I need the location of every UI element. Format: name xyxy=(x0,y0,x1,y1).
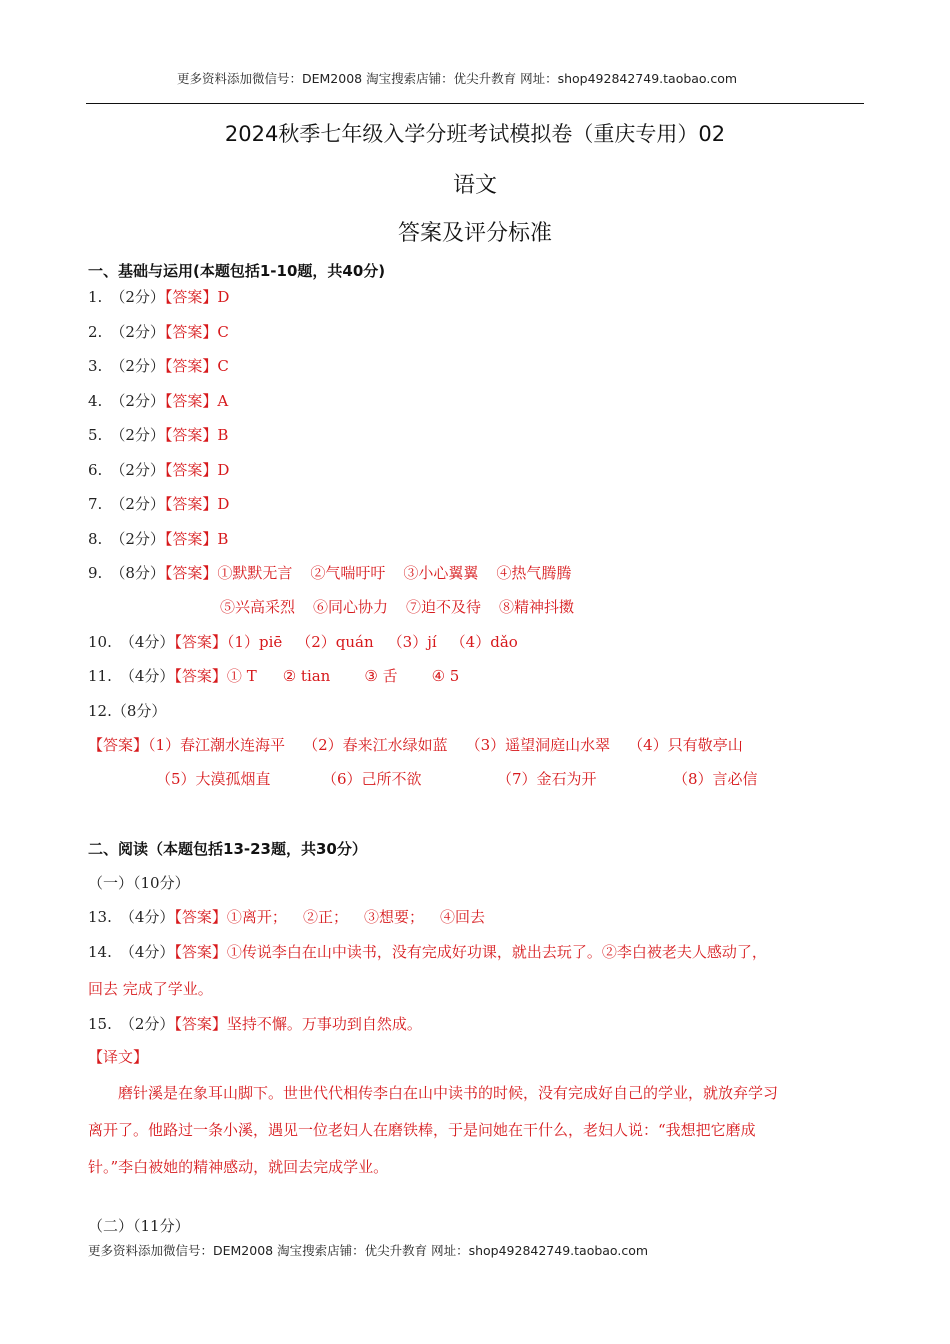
question-number: 12. xyxy=(88,702,112,720)
answer-part: ② tian xyxy=(282,667,331,685)
answer-value: B xyxy=(217,426,229,444)
translation-line: 磨针溪是在象耳山脚下。世世代代相传李白在山中读书的时候，没有完成好自己的学业，就放弃学习 xyxy=(118,1084,779,1102)
question-13 xyxy=(88,906,485,927)
answer-value: D xyxy=(217,288,230,306)
question-number: 10. xyxy=(88,633,112,651)
question-number: 6. xyxy=(88,461,103,479)
question-12-row2-c: （7）金石为开 xyxy=(497,770,597,788)
answer-row xyxy=(88,493,229,514)
answer-tag: 【答案】 xyxy=(164,461,218,479)
question-score: （4分） xyxy=(119,633,175,651)
answer-part: ① T xyxy=(226,667,257,685)
question-12-row2-a: （5）大漠孤烟直 xyxy=(156,770,271,788)
answer-part: （2）春来江水绿如蓝 xyxy=(303,736,448,754)
answer-tag: 【答案】 xyxy=(164,288,218,306)
question-12-row2-b: （6）己所不欲 xyxy=(322,770,422,788)
question-11 xyxy=(88,665,459,686)
answer-part: （4）只有敬亭山 xyxy=(628,736,743,754)
answer-part: ④热气腾腾 xyxy=(496,564,572,582)
answer-value: C xyxy=(217,357,229,375)
question-score: （8分） xyxy=(111,702,167,720)
question-score: （4分） xyxy=(119,667,175,685)
answer-row xyxy=(88,424,228,445)
section2-heading: 二、阅读（本题包括13-23题，共30分） xyxy=(88,840,367,858)
answer-row xyxy=(88,321,229,342)
answer-part: ②气喘吁吁 xyxy=(310,564,386,582)
answer-tag: 【答案】 xyxy=(164,323,218,341)
answer-value: D xyxy=(217,461,230,479)
question-score: （4分） xyxy=(119,943,175,961)
answer-part: ③想要； xyxy=(363,908,424,926)
translation-tag: 【译文】 xyxy=(88,1048,149,1066)
translation-line: 针。”李白被她的精神感动，就回去完成学业。 xyxy=(88,1158,389,1176)
answer-tag: 【答案】 xyxy=(174,1015,227,1033)
question-score: （2分） xyxy=(110,288,165,306)
answer-part: ⑤兴高采烈 xyxy=(220,598,296,616)
answer-part: （3）遥望洞庭山水翠 xyxy=(465,736,611,754)
question-15 xyxy=(88,1013,422,1034)
question-9 xyxy=(88,562,571,583)
answer-part: ⑧精神抖擞 xyxy=(499,598,575,616)
subject-title: 语文 xyxy=(452,173,497,198)
question-number: 13. xyxy=(88,908,112,926)
answer-value: B xyxy=(217,530,229,548)
answer-part: ③ 舌 xyxy=(364,667,398,685)
question-number: 1. xyxy=(88,288,103,306)
answer-value: D xyxy=(217,495,230,513)
page-header: 更多资料添加微信号：DEM2008 淘宝搜索店铺：优尖升教育 网址：shop492842749.taobao.com xyxy=(177,71,738,86)
question-number: 5. xyxy=(88,426,103,444)
question-14-line2: 回去 完成了学业。 xyxy=(88,980,213,998)
answer-part: （4）dǎo xyxy=(450,633,518,651)
answer-text: 坚持不懈。万事功到自然成。 xyxy=(226,1015,422,1033)
question-10 xyxy=(88,631,518,652)
question-9-row2 xyxy=(220,596,574,617)
answer-part: ④ 5 xyxy=(431,667,460,685)
answer-tag: 【答案】 xyxy=(174,633,227,651)
answer-value: A xyxy=(217,392,229,410)
question-score: （8分） xyxy=(110,564,165,582)
question-score: （4分） xyxy=(119,908,175,926)
header-divider xyxy=(86,103,864,104)
question-number: 7. xyxy=(88,495,103,513)
answer-row xyxy=(88,528,228,549)
question-12-row1 xyxy=(88,734,743,755)
question-number: 9. xyxy=(88,564,103,582)
answer-tag: 【答案】 xyxy=(164,426,218,444)
answer-part: （3）jí xyxy=(387,633,437,651)
section1-heading: 一、基础与运用(本题包括1-10题，共40分) xyxy=(88,262,386,280)
question-12 xyxy=(88,700,166,721)
reading-part2-heading: （二）（11分） xyxy=(88,1217,190,1235)
reading-part1-heading: （一）（10分） xyxy=(88,874,190,892)
question-12-row2-d: （8）言必信 xyxy=(673,770,758,788)
answer-part: ③小心翼翼 xyxy=(403,564,479,582)
answer-tag: 【答案】 xyxy=(174,667,227,685)
answer-tag: 【答案】 xyxy=(164,357,218,375)
answer-part: ②正； xyxy=(302,908,348,926)
question-score: （2分） xyxy=(110,357,165,375)
answer-standard-title: 答案及评分标准 xyxy=(397,221,552,246)
question-number: 14. xyxy=(88,943,112,961)
question-number: 8. xyxy=(88,530,103,548)
answer-row xyxy=(88,355,229,376)
answer-part: ⑥同心协力 xyxy=(313,598,389,616)
answer-part: ④回去 xyxy=(439,908,485,926)
answer-part: （1）春江潮水连海平 xyxy=(148,736,286,754)
answer-tag: 【答案】 xyxy=(164,392,218,410)
answer-tag: 【答案】 xyxy=(164,495,218,513)
answer-tag: 【答案】 xyxy=(174,908,227,926)
translation-line: 离开了。他路过一条小溪，遇见一位老妇人在磨铁棒，于是问她在干什么，老妇人说：“我想把它磨成 xyxy=(88,1121,756,1139)
answer-tag: 【答案】 xyxy=(164,564,218,582)
answer-part: （1）piē xyxy=(226,633,283,651)
question-number: 2. xyxy=(88,323,103,341)
answer-row xyxy=(88,459,229,480)
question-number: 11. xyxy=(88,667,112,685)
question-score: （2分） xyxy=(110,426,165,444)
answer-value: C xyxy=(217,323,229,341)
question-score: （2分） xyxy=(110,392,165,410)
answer-text: ①传说李白在山中读书，没有完成好功课，就出去玩了。②李白被老夫人感动了， xyxy=(226,943,767,961)
page-title: 2024秋季七年级入学分班考试模拟卷（重庆专用）02 xyxy=(224,122,726,146)
answer-part: ⑦迫不及待 xyxy=(406,598,482,616)
answer-part: （2）quán xyxy=(296,633,374,651)
question-number: 15. xyxy=(88,1015,112,1033)
page-footer: 更多资料添加微信号：DEM2008 淘宝搜索店铺：优尖升教育 网址：shop492842749.taobao.com xyxy=(88,1243,649,1258)
answer-tag: 【答案】 xyxy=(174,943,227,961)
question-score: （2分） xyxy=(110,461,165,479)
question-score: （2分） xyxy=(110,530,165,548)
answer-part: ①离开； xyxy=(226,908,287,926)
answer-tag: 【答案】 xyxy=(88,736,149,754)
question-score: （2分） xyxy=(119,1015,175,1033)
answer-part: ①默默无言 xyxy=(217,564,293,582)
question-14 xyxy=(88,941,767,962)
question-score: （2分） xyxy=(110,323,165,341)
answer-row xyxy=(88,286,229,307)
answer-tag: 【答案】 xyxy=(164,530,218,548)
question-number: 3. xyxy=(88,357,103,375)
answer-row xyxy=(88,390,228,411)
question-score: （2分） xyxy=(110,495,165,513)
question-number: 4. xyxy=(88,392,103,410)
